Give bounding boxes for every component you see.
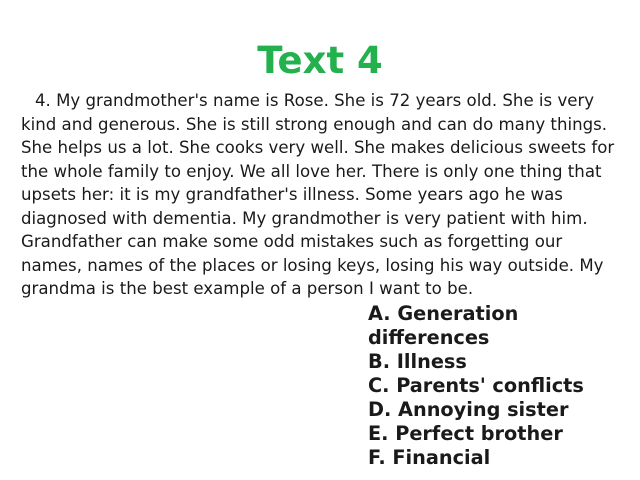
option-a: A. Generation differences — [368, 302, 519, 349]
option-d: D. Annoying sister — [368, 398, 569, 421]
text-passage: 4. My grandmother's name is Rose. She is 72 years old. She is very kind and generous. She is still strong enough and can do many things. She helps us a lot. She cooks very well. She makes delicious sweets for the whole family to enjoy. We all love her. There is only one thing that upsets her: it is my grandfather's illness. Some years ago he was diagnosed with dementia. My grandmother is very patient with him. Grandfather can make some odd mistakes such as forgetting our names, names of the places or losing keys, losing his way outside. My grandma is the best example of a person I want to be. — [21, 91, 615, 298]
option-c: C. Parents' conflicts — [368, 374, 584, 397]
page-title: Text 4 — [257, 39, 383, 82]
option-e: E. Perfect brother — [368, 422, 563, 445]
option-b: B. Illness — [368, 350, 467, 373]
answer-options-list — [368, 302, 630, 470]
option-f: F. Financial — [368, 446, 491, 469]
